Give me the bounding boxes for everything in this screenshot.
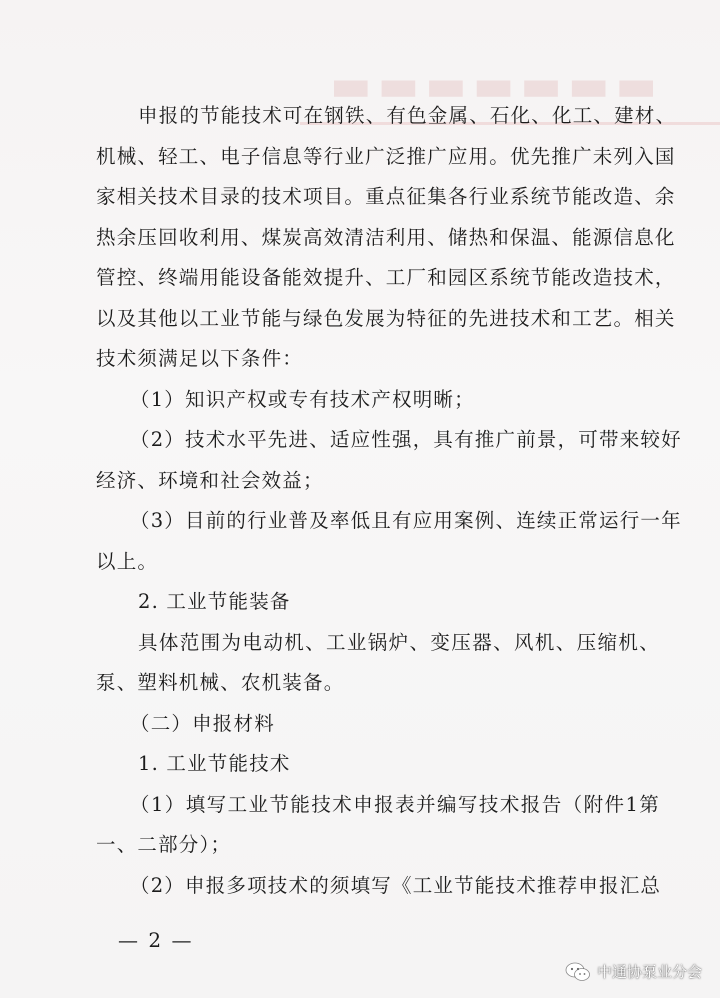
text-line: 申报的节能技术可在钢铁、有色金属、石化、化工、建材、 — [138, 104, 677, 127]
section-heading: 2. 工业节能装备 — [138, 590, 291, 613]
list-item: （2）申报多项技术的须填写《工业节能技术推荐申报汇总 — [130, 873, 662, 897]
text-line: 机械、轻工、电子信息等行业广泛推广应用。优先推广未列入国 — [96, 144, 676, 168]
text-line: 一、二部分）； — [96, 833, 232, 856]
text-line: 以上。 — [96, 549, 159, 573]
section-heading: 1. 工业节能技术 — [138, 752, 291, 775]
wechat-icon — [565, 962, 591, 982]
list-item: （1）填写工业节能技术申报表并编写技术报告（附件1第 — [130, 792, 660, 816]
list-item: （1）知识产权或专有技术产权明晰； — [130, 387, 475, 411]
text-line: 经济、环境和社会效益； — [96, 468, 324, 492]
text-line: 热余压回收利用、煤炭高效清洁利用、储热和保温、能源信息化 — [96, 225, 676, 249]
list-item: （3）目前的行业普及率低且有应用案例、连续正常运行一年 — [130, 509, 682, 532]
watermark — [565, 961, 702, 982]
text-line: 以及其他以工业节能与绿色发展为特征的先进技术和工艺。相关 — [96, 306, 676, 330]
page-number: — 2 — — [118, 928, 194, 952]
text-line: 技术须满足以下条件： — [96, 347, 304, 370]
text-line: 泵、塑料机械、农机装备。 — [96, 671, 345, 694]
reverse-side-bleed-through: ▬▬▬▬▬▬▬ — [330, 60, 664, 111]
text-line: 家相关技术目录的技术项目。重点征集各行业系统节能改造、余 — [96, 185, 676, 208]
watermark-text: 中通协泵业分会 — [596, 963, 702, 981]
list-item: （2）技术水平先进、适应性强，具有推广前景，可带来较好 — [130, 428, 682, 451]
text-line: 管控、终端用能设备能效提升、工厂和园区系统节能改造技术， — [96, 266, 676, 289]
text-line: 具体范围为电动机、工业锅炉、变压器、风机、压缩机、 — [138, 630, 660, 654]
section-heading: （二）申报材料 — [130, 711, 275, 735]
